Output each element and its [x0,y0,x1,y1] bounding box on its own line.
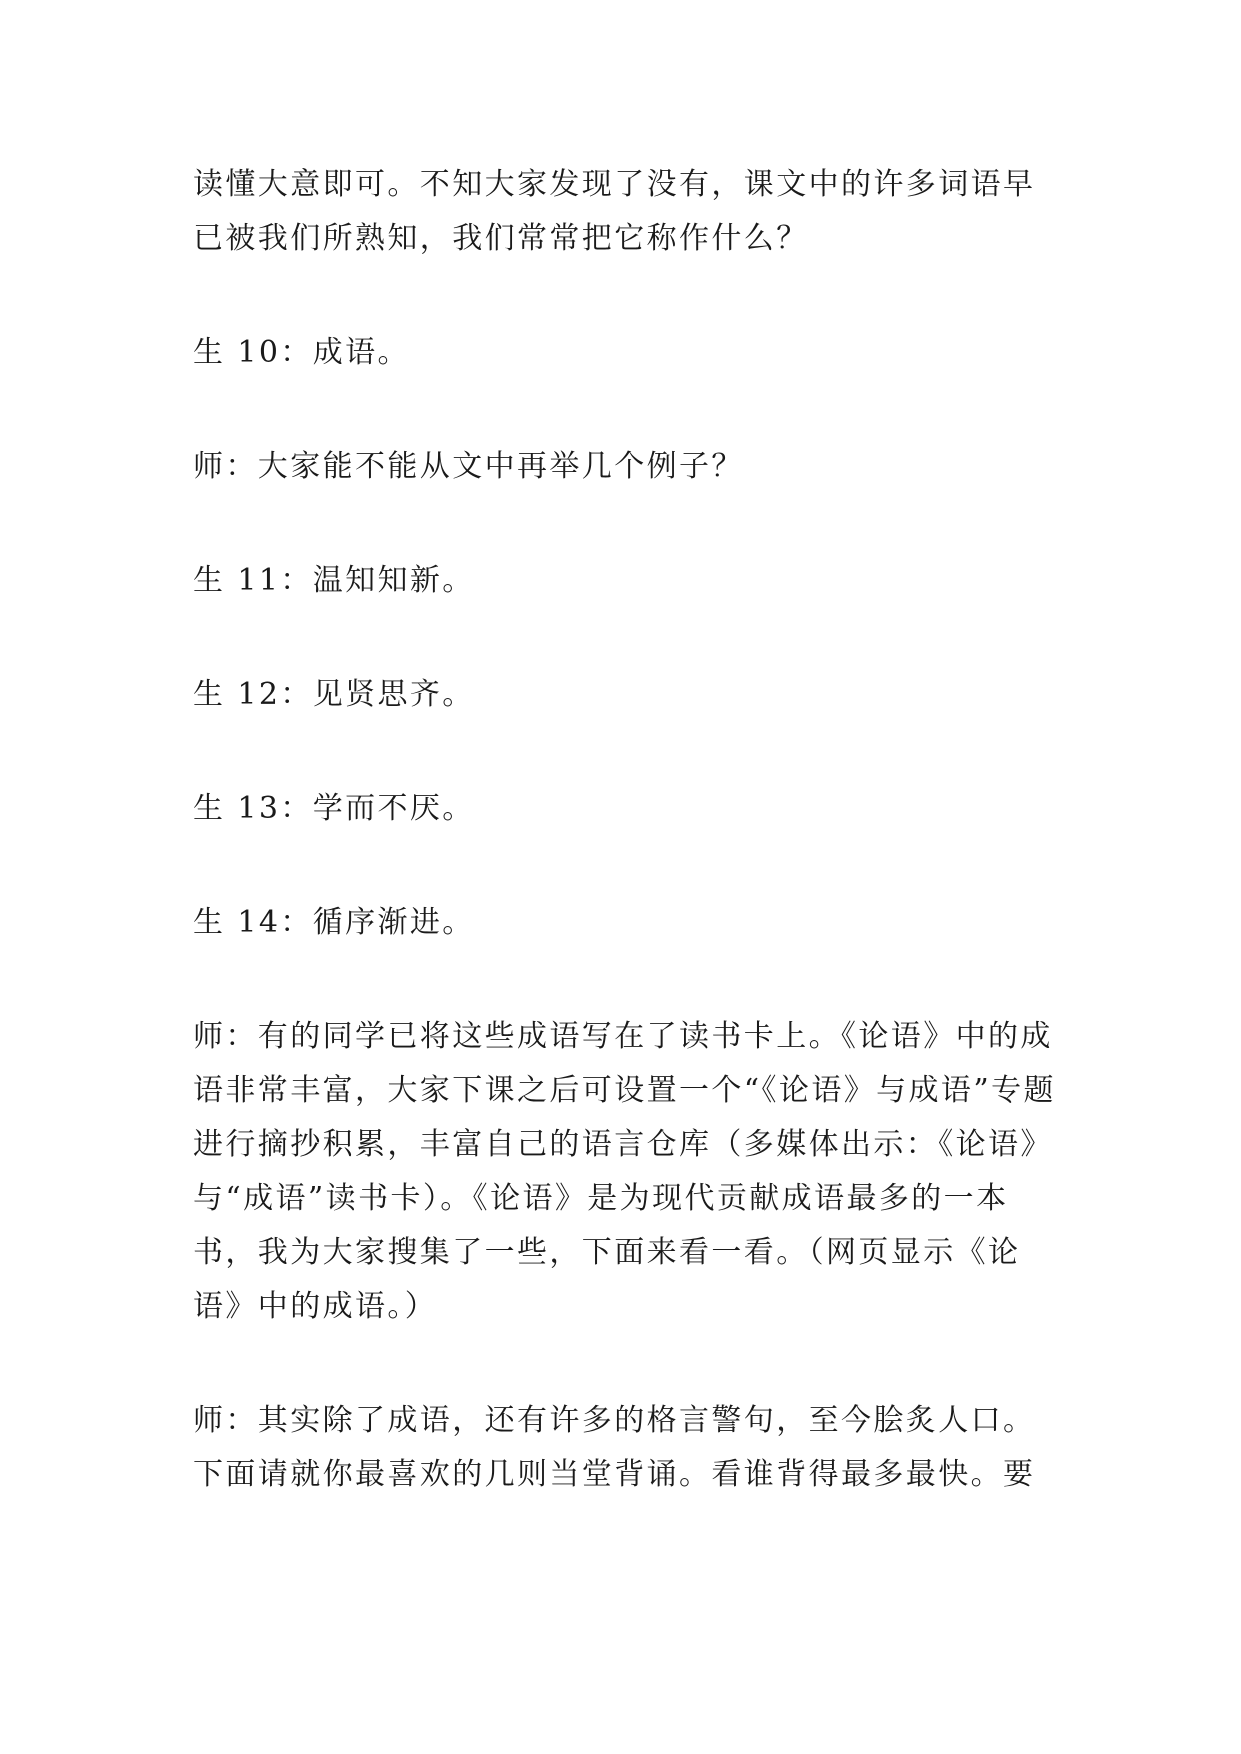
document-body [193,158,1063,1502]
paragraph-teacher-question: 师：大家能不能从文中再举几个例子？ [193,449,744,484]
paragraph-student-11: 生 11：温知知新。 [193,563,475,598]
paragraph-student-13: 生 13：学而不厌。 [193,791,475,826]
paragraph-intro: 读懂大意即可。不知大家发现了没有，课文中的许多词语早已被我们所熟知，我们常常把它称作什么？ [193,167,1036,256]
paragraph-teacher-reading-card: 师：有的同学已将这些成语写在了读书卡上。《论语》中的成语非常丰富，大家下课之后可设置一个“《论语》与成语”专题进行摘抄积累，丰富自己的语言仓库（多媒体出示：《论语》与“成语”读书卡）。《论语》是为现代贡献成语最多的一本书，我为大家搜集了一些，下面来看一看。（网页显示《论语》中的成语。） [193,1019,1056,1324]
paragraph-student-12: 生 12：见贤思齐。 [193,677,475,712]
paragraph-teacher-maxims: 师：其实除了成语，还有许多的格言警句，至今脍炙人口。下面请就你最喜欢的几则当堂背诵。看谁背得最多最快。要 [193,1403,1036,1492]
paragraph-student-10: 生 10：成语。 [193,335,410,370]
paragraph-student-14: 生 14：循序渐进。 [193,905,475,940]
